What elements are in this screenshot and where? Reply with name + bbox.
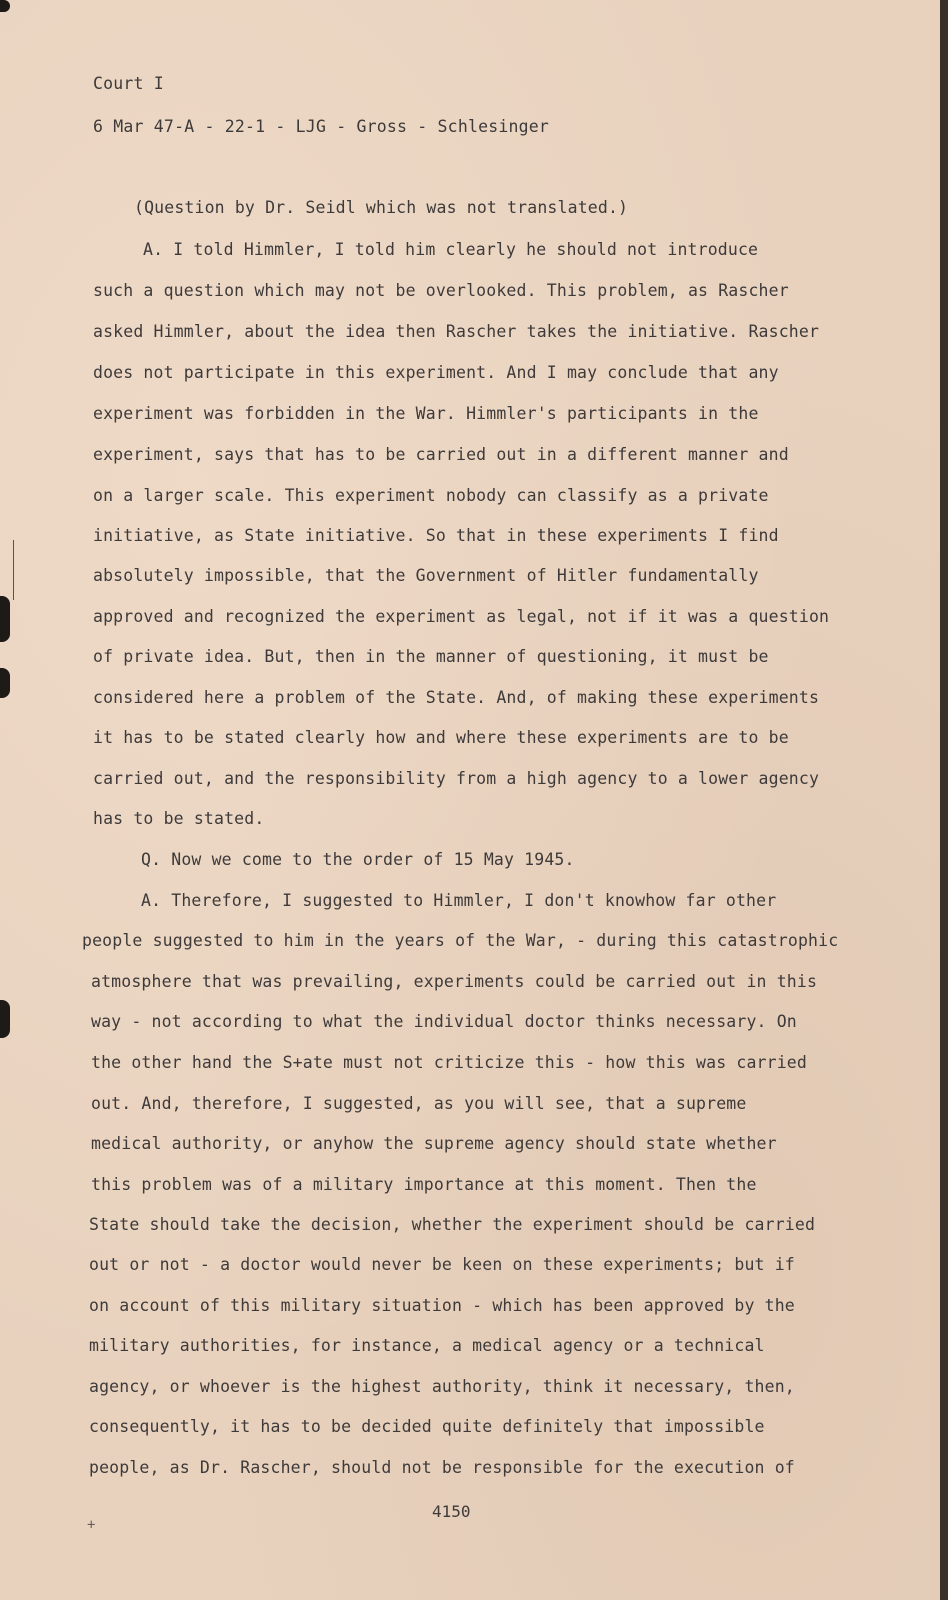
text-line: people, as Dr. Rascher, should not be responsible for the execution of [89,1458,795,1477]
court-label: Court I [93,74,164,93]
margin-mark: + [87,1517,96,1533]
text-line: A. I told Himmler, I told him clearly he should not introduce [143,240,759,259]
binding-hole [0,1000,10,1038]
text-line: agency, or whoever is the highest authority, think it necessary, then, [89,1377,795,1396]
text-line: has to be stated. [93,809,265,828]
text-line: out. And, therefore, I suggested, as you will see, that a supreme [91,1094,747,1113]
text-line: experiment, says that has to be carried out in a different manner and [93,445,789,464]
text-line: experiment was forbidden in the War. Himmler's participants in the [93,404,759,423]
text-line: on a larger scale. This experiment nobody can classify as a private [93,486,769,505]
page-number: 4150 [432,1502,471,1521]
text-line: consequently, it has to be decided quite definitely that impossible [89,1417,765,1436]
text-line: military authorities, for instance, a medical agency or a technical [89,1336,765,1355]
text-line: considered here a problem of the State. And, of making these experiments [93,688,820,707]
text-line: approved and recognized the experiment as legal, not if it was a question [93,607,830,626]
binding-hole [0,668,10,698]
text-line: A. Therefore, I suggested to Himmler, I don't knowhow far other [141,891,777,910]
text-line: out or not - a doctor would never be keen on these experiments; but if [89,1255,795,1274]
text-line: Q. Now we come to the order of 15 May 1945. [141,850,575,869]
text-line: of private idea. But, then in the manner of questioning, it must be [93,647,769,666]
binding-hole [0,596,10,642]
page-edge [940,0,948,1600]
text-line: carried out, and the responsibility from a high agency to a lower agency [93,769,820,788]
text-line: people suggested to him in the years of the War, - during this catastrophic [82,931,839,950]
text-line: asked Himmler, about the idea then Rascher takes the initiative. Rascher [93,322,820,341]
text-line: it has to be stated clearly how and where these experiments are to be [93,728,789,747]
text-line: on account of this military situation - which has been approved by the [89,1296,795,1315]
text-line: medical authority, or anyhow the supreme agency should state whether [91,1134,777,1153]
top-corner-shadow [0,0,10,12]
margin-scratch [13,540,14,600]
text-line: way - not according to what the individual doctor thinks necessary. On [91,1012,797,1031]
text-line: this problem was of a military importance at this moment. Then the [91,1175,757,1194]
text-line: initiative, as State initiative. So that in these experiments I find [93,526,779,545]
text-line: State should take the decision, whether the experiment should be carried [89,1215,816,1234]
text-line: such a question which may not be overlooked. This problem, as Rascher [93,281,789,300]
text-line: atmosphere that was prevailing, experiments could be carried out in this [91,972,818,991]
text-line: the other hand the S+ate must not criticize this - how this was carried [91,1053,807,1072]
document-reference: 6 Mar 47-A - 22-1 - LJG - Gross - Schlesinger [93,117,550,136]
text-line: does not participate in this experiment. And I may conclude that any [93,363,779,382]
text-line: (Question by Dr. Seidl which was not translated.) [134,198,629,217]
text-line: absolutely impossible, that the Government of Hitler fundamentally [93,566,759,585]
